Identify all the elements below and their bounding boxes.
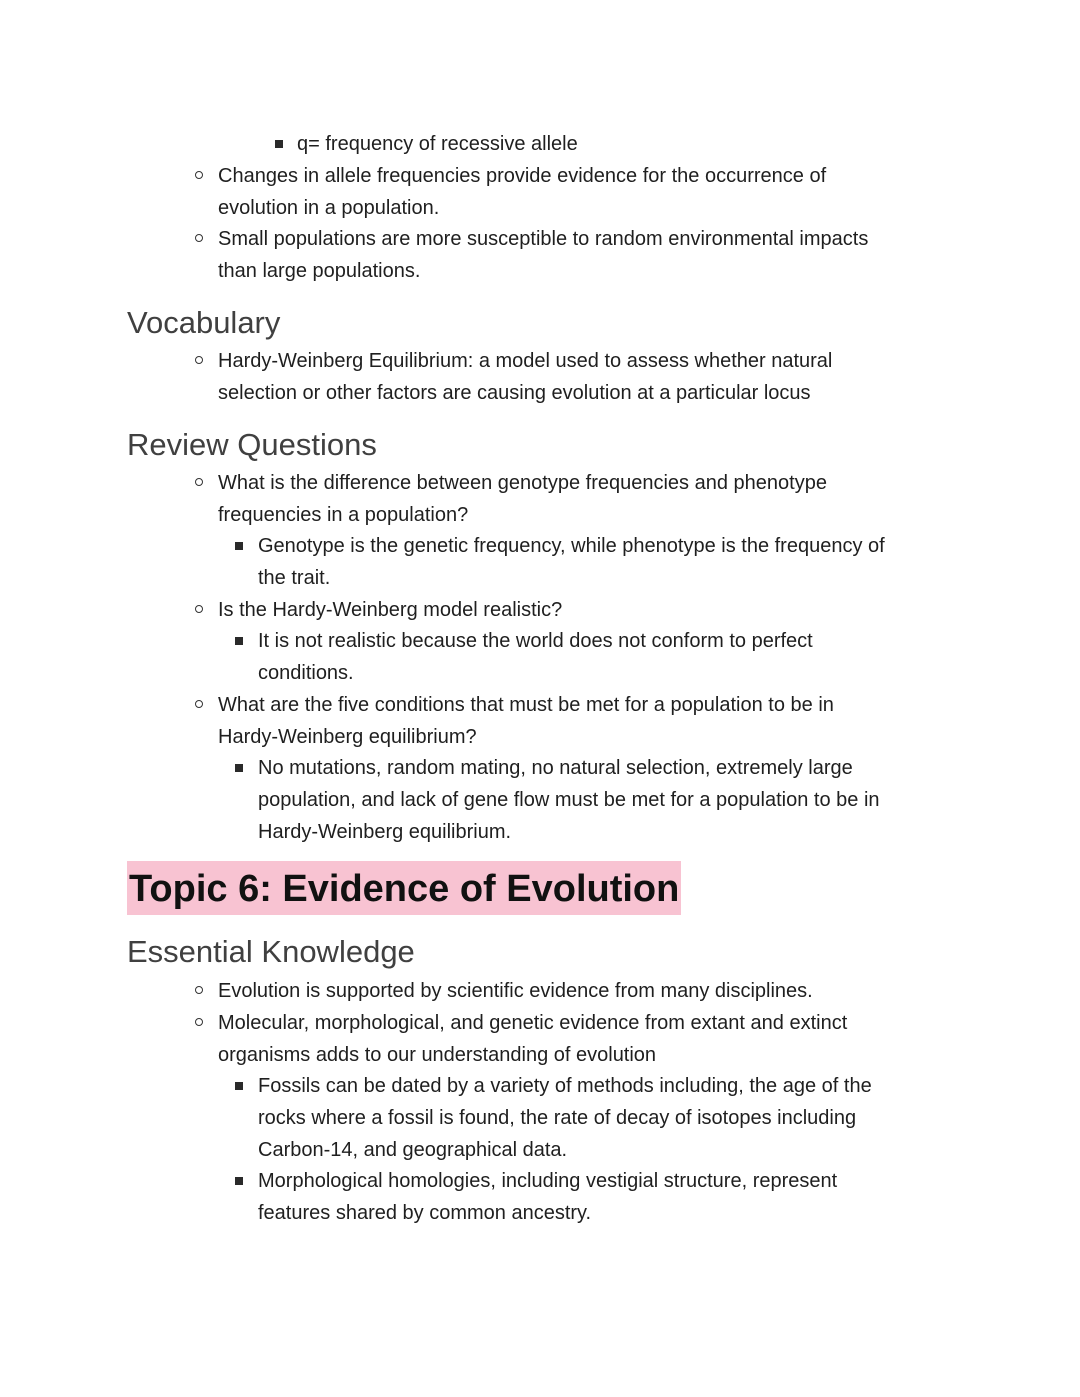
- circle-bullet-icon: [195, 234, 203, 242]
- circle-bullet-icon: [195, 700, 203, 708]
- list-subitem-text: population, and lack of gene flow must be met for a population to be in: [258, 789, 880, 811]
- section-heading-review-questions: Review Questions: [127, 427, 377, 462]
- list-item-text: Hardy-Weinberg equilibrium?: [218, 726, 477, 748]
- list-item-text: What are the five conditions that must be met for a population to be in: [218, 694, 834, 716]
- circle-bullet-icon: [195, 356, 203, 364]
- square-bullet-icon: [235, 1177, 243, 1185]
- list-subitem-text: features shared by common ancestry.: [258, 1202, 592, 1224]
- list-subitem-text: Carbon-14, and geographical data.: [258, 1139, 568, 1161]
- section-heading-vocabulary: Vocabulary: [127, 305, 281, 340]
- circle-bullet-icon: [195, 1018, 203, 1026]
- list-item-text: Evolution is supported by scientific evidence from many disciplines.: [218, 980, 813, 1002]
- circle-bullet-icon: [195, 986, 203, 994]
- list-subitem-text: Genotype is the genetic frequency, while phenotype is the frequency of: [258, 535, 885, 557]
- list-item-text: selection or other factors are causing evolution at a particular locus: [218, 382, 811, 404]
- list-item-text: Hardy-Weinberg Equilibrium: a model used to assess whether natural: [218, 350, 833, 372]
- list-subitem-text: conditions.: [258, 662, 354, 684]
- list-item-text: Is the Hardy-Weinberg model realistic?: [218, 599, 563, 621]
- square-bullet-icon: [235, 1082, 243, 1090]
- list-subitem-text: rocks where a fossil is found, the rate of decay of isotopes including: [258, 1107, 857, 1129]
- list-subitem-text: q= frequency of recessive allele: [297, 133, 578, 155]
- square-bullet-icon: [235, 637, 243, 645]
- list-item-text: What is the difference between genotype frequencies and phenotype: [218, 472, 827, 494]
- list-subitem-text: No mutations, random mating, no natural selection, extremely large: [258, 757, 853, 779]
- square-bullet-icon: [235, 542, 243, 550]
- list-subitem-text: Morphological homologies, including vestigial structure, represent: [258, 1170, 838, 1192]
- section-heading-essential-knowledge: Essential Knowledge: [127, 934, 415, 969]
- list-item-text: Molecular, morphological, and genetic evidence from extant and extinct: [218, 1012, 848, 1034]
- circle-bullet-icon: [195, 605, 203, 613]
- circle-bullet-icon: [195, 171, 203, 179]
- list-subitem-text: Fossils can be dated by a variety of methods including, the age of the: [258, 1075, 872, 1097]
- square-bullet-icon: [235, 764, 243, 772]
- circle-bullet-icon: [195, 478, 203, 486]
- list-item-text: organisms adds to our understanding of evolution: [218, 1044, 657, 1066]
- list-item-text: Changes in allele frequencies provide evidence for the occurrence of: [218, 165, 827, 187]
- list-item-text: Small populations are more susceptible to random environmental impacts: [218, 228, 869, 250]
- list-item-text: frequencies in a population?: [218, 504, 469, 526]
- topic-title: Topic 6: Evidence of Evolution: [127, 861, 681, 915]
- square-bullet-icon: [275, 140, 283, 148]
- list-item-text: than large populations.: [218, 260, 421, 282]
- list-subitem-text: Hardy-Weinberg equilibrium.: [258, 821, 512, 843]
- list-subitem-text: the trait.: [258, 567, 331, 589]
- list-subitem-text: It is not realistic because the world does not conform to perfect: [258, 630, 813, 652]
- list-item-text: evolution in a population.: [218, 197, 440, 219]
